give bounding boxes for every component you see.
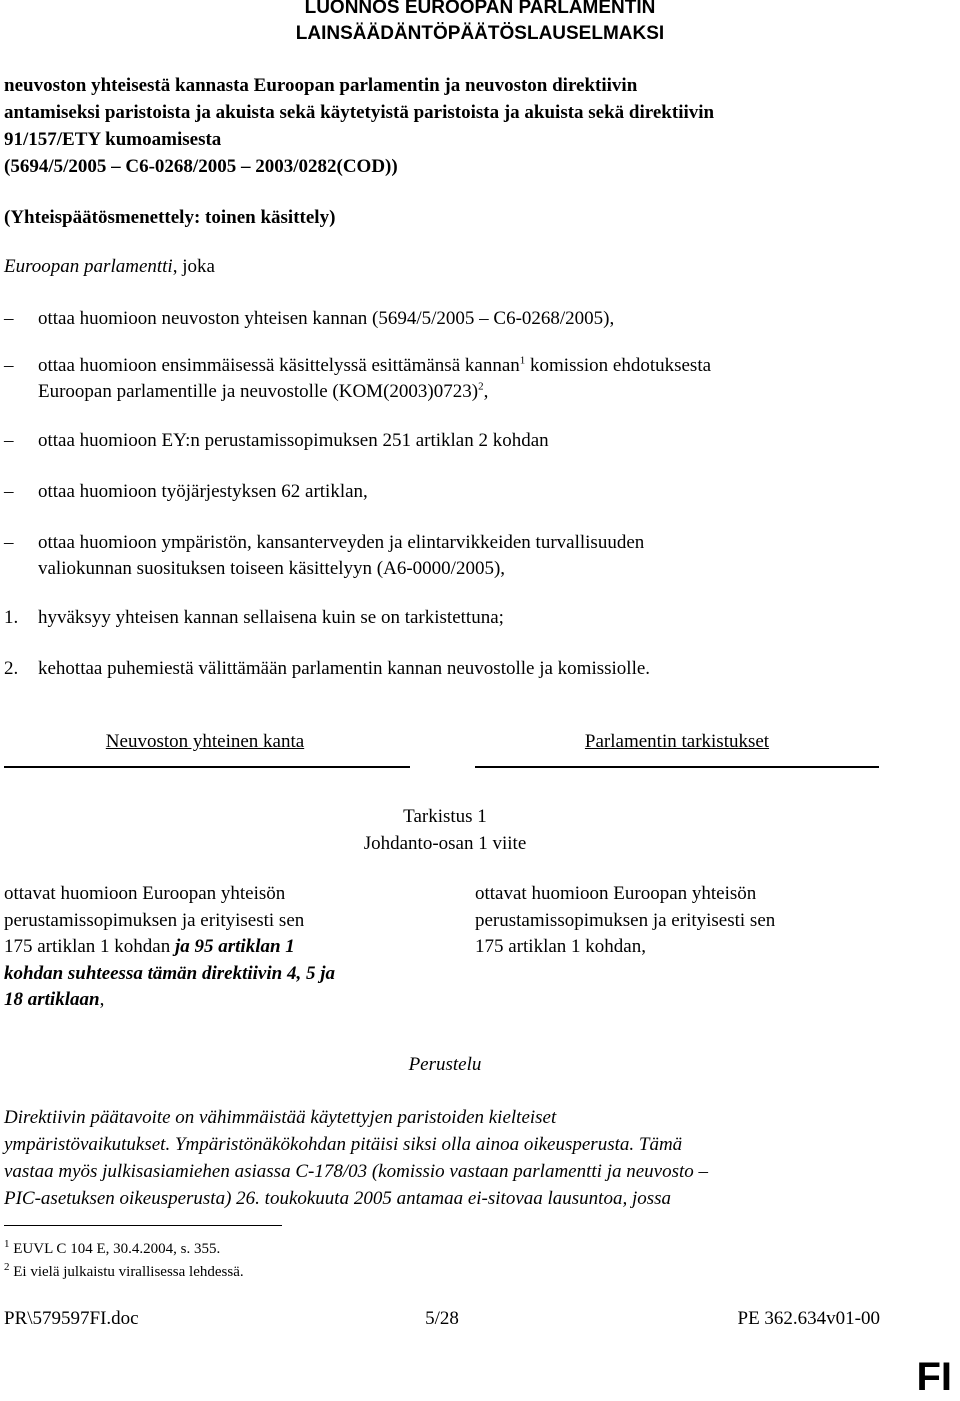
justification-line-2: ympäristövaikutukset. Ympäristönäkökohdan pitäisi siksi olla ainoa oikeusperusta. Tämä (4, 1134, 683, 1155)
point-2-text: kehottaa puhemiestä välittämään parlamentin kannan neuvostolle ja komissiolle. (38, 658, 651, 679)
amendment-label: Tarkistus 1 (403, 806, 487, 827)
intro-rest: , joka (172, 256, 215, 277)
dash-2: – (4, 355, 14, 376)
column-rule-right (475, 766, 879, 768)
footnote-separator (4, 1225, 282, 1226)
justification-heading: Perustelu (408, 1054, 482, 1075)
footnote-1: $^1$ EUVL C 104 E, 30.4.2004, s. 355. (4, 1238, 221, 1257)
citation-4: ottaa huomioon työjärjestyksen 62 artiklan, (38, 481, 368, 502)
language-code: FI (916, 1355, 952, 1399)
footnote-2: $^2$ Ei vielä julkaistu virallisessa lehdessä. (4, 1261, 244, 1280)
citation-2-line-1: ottaa huomioon ensimmäisessä käsittelyssä esittämänsä kannan$^1$ komission ehdotuksesta (38, 354, 712, 376)
title-line-2: antamiseksi paristoista ja akuista sekä käytetyistä paristoista ja akuista sekä direktiivin (4, 102, 715, 123)
intro-italic: Euroopan parlamentti (4, 256, 173, 277)
justification-line-4: PIC-asetuksen oikeusperusta) 26. toukokuuta 2005 antamaa ei-sitovaa lausuntoa, jossa (4, 1188, 672, 1209)
footer-reference: PE 362.634v01-00 (737, 1308, 880, 1329)
title-line-1: neuvoston yhteisestä kannasta Euroopan parlamentin ja neuvoston direktiivin (4, 75, 638, 96)
citation-5-line-1: ottaa huomioon ympäristön, kansanterveyden ja elintarvikkeiden turvallisuuden (38, 532, 645, 553)
amended-text: ja 95 artiklan 1 (174, 936, 295, 957)
footnote-ref-2[interactable]: 2 (478, 380, 484, 393)
title-line-4: (5694/5/2005 – C6-0268/2005 – 2003/0282(COD)) (4, 156, 398, 177)
point-2-number: 2. (4, 658, 19, 679)
parliament-text: ottavat huomioon Euroopan yhteisön perustamissopimuksen ja erityisesti sen 175 artiklan 1 kohdan, (475, 883, 776, 957)
footer-filename: PR\579597FI.doc (4, 1308, 139, 1329)
column-heading-council: Neuvoston yhteinen kanta (105, 731, 305, 752)
council-text: ottavat huomioon Euroopan yhteisön perustamissopimuksen ja erityisesti sen 175 artiklan 1 kohdan ja 95 artiklan 1 kohdan suhteessa tämän direktiivin 4, 5 ja 18 artiklaan, (4, 883, 335, 1010)
footnote-ref-1[interactable]: 1 (519, 354, 526, 367)
header-line-1: LUONNOS EUROOPAN PARLAMENTIN (304, 0, 656, 18)
column-rule-left (4, 766, 410, 768)
dash-3: – (4, 430, 14, 451)
citation-2 (38, 353, 938, 405)
point-1-text: hyväksyy yhteisen kannan sellaisena kuin se on tarkistettuna; (38, 607, 504, 628)
citation-3: ottaa huomioon EY:n perustamissopimuksen 251 artiklan 2 kohdan (38, 430, 549, 451)
header-line-2: LAINSÄÄDÄNTÖPÄÄTÖSLAUSELMAKSI (295, 23, 665, 44)
citation-5-line-2: valiokunnan suosituksen toiseen käsittelyyn (A6-0000/2005), (38, 558, 506, 579)
citation-1: ottaa huomioon neuvoston yhteisen kannan (5694/5/2005 – C6-0268/2005), (38, 308, 615, 329)
amendment-reference: Johdanto-osan 1 viite (363, 833, 527, 854)
procedure-label: (Yhteispäätösmenettely: toinen käsittely) (4, 207, 336, 228)
point-1-number: 1. (4, 607, 19, 628)
footer-page-number: 5/28 (425, 1308, 459, 1329)
citation-2-line-2: Euroopan parlamentille ja neuvostolle $(KOM(2003)0723)^2$, (38, 380, 489, 402)
justification-line-1: Direktiivin päätavoite on vähimmäistää käytettyjen paristoiden kielteiset (4, 1107, 557, 1128)
justification-line-3: vastaa myös julkisasiamiehen asiassa C-178/03 (komissio vastaan parlamentti ja neuvosto – (4, 1161, 709, 1182)
dash-5: – (4, 532, 14, 553)
column-heading-parliament: Parlamentin tarkistukset (584, 731, 770, 752)
dash-4: – (4, 481, 14, 502)
title-line-3: 91/157/ETY kumoamisesta (4, 129, 222, 150)
intro-line (4, 254, 215, 280)
dash-1: – (4, 308, 14, 329)
citation-5 (38, 530, 938, 582)
